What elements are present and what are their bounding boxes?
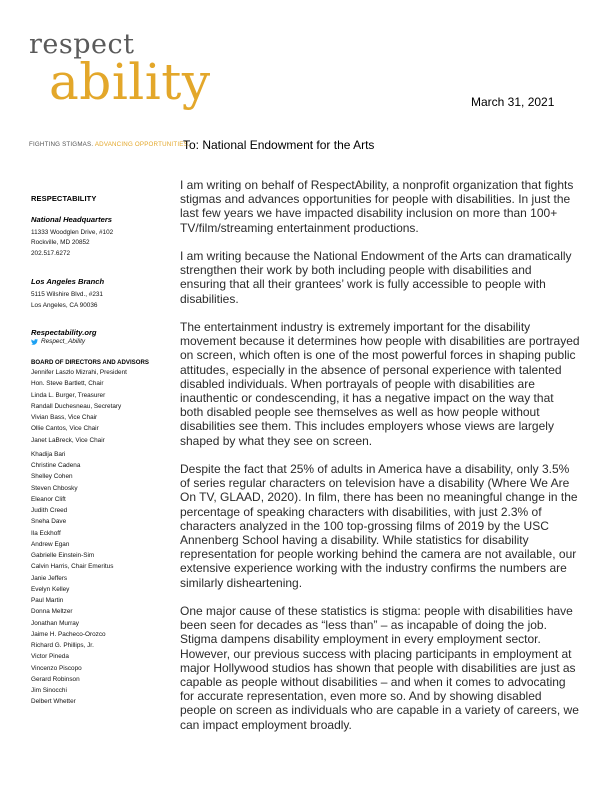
board-member: Ollie Cantos, Vice Chair <box>31 425 99 433</box>
advisor-name: Eleanor Clift <box>31 495 66 503</box>
advisor-name: Jonathan Murray <box>31 619 79 627</box>
advisor-name: Evelyn Kelley <box>31 585 70 593</box>
letter-date: March 31, 2021 <box>471 95 555 109</box>
logo-word-ability: ability <box>49 53 211 111</box>
letter-paragraph: I am writing because the National Endowment of the Arts can dramatically strengthen their work by both including people with disabilities and ensuring that all their grantees’ work is fully accessible to people with disabilities. <box>180 249 572 306</box>
hq-heading: National Headquarters <box>31 215 113 224</box>
logo-word-respect: respect <box>29 29 135 60</box>
advisor-name: Sneha Dave <box>31 518 67 526</box>
advisor-name: Ila Eckhoff <box>31 529 61 537</box>
board-member: Randall Duchesneau, Secretary <box>31 402 122 410</box>
advisor-name: Jim Sinocchi <box>31 687 67 695</box>
hq-phone: 202.517.6272 <box>31 249 71 257</box>
letter-paragraph: I am writing on behalf of RespectAbility, a nonprofit organization that fights stigmas and advances opportunities for people with disabilities. In just the last few years we have impacted disability inclusion on more than 100+ TV/film/streaming entertainment productions. <box>180 178 574 235</box>
la-address-line-1: 5115 Wilshire Blvd., #231 <box>31 291 103 299</box>
advisor-name: Calvin Harris, Chair Emeritus <box>31 563 114 571</box>
advisor-name: Janie Jeffers <box>31 574 68 582</box>
website-link[interactable]: Respectability.org <box>31 328 97 338</box>
letter-body <box>180 178 580 746</box>
board-member: Linda L. Burger, Treasurer <box>31 391 106 399</box>
advisor-name: Gerard Robinson <box>31 675 80 683</box>
twitter-row[interactable] <box>31 338 179 345</box>
la-address-line-2: Los Angeles, CA 90036 <box>31 301 98 309</box>
advisor-name: Khadija Bari <box>31 450 66 458</box>
advisor-name: Victor Pineda <box>31 653 69 661</box>
letterhead-sidebar <box>31 194 179 708</box>
board-member: Vivian Bass, Vice Chair <box>31 414 98 422</box>
logo-tagline <box>29 141 190 148</box>
advisor-name: Judith Creed <box>31 507 68 515</box>
advisor-name: Shelley Cohen <box>31 473 73 481</box>
advisor-list <box>31 449 179 708</box>
advisor-name: Steven Chbosky <box>31 484 78 492</box>
recipient-line: To: National Endowment for the Arts <box>183 138 375 152</box>
board-member: Jennifer Laszlo Mizrahi, President <box>31 369 127 377</box>
board-member: Janet LaBreck, Vice Chair <box>31 436 105 444</box>
advisor-name: Delbert Whetter <box>31 698 76 706</box>
advisor-name: Donna Meltzer <box>31 608 73 616</box>
advisor-name: Christine Cadena <box>31 462 81 470</box>
twitter-handle: Respect_Ability <box>41 338 86 346</box>
letter-paragraph: One major cause of these statistics is stigma: people with disabilities have been seen for decades as “less than” – as incapable of doing the job. Stigma dampens disability employment in every employment sector. However, our previous success with placing participants in employment at major Hollywood studios has shown that people with disabilities are just as capable as people without disabilities – and when it comes to advocating for accurate representation, even more so. And by showing disabled people on screen as individuals who are capable in a variety of careers, we can impact employment broadly. <box>180 604 579 732</box>
advisor-name: Richard G. Phillips, Jr. <box>31 642 94 650</box>
respectability-logo <box>29 29 239 148</box>
advisor-name: Gabrielle Einstein-Sim <box>31 552 95 560</box>
la-heading: Los Angeles Branch <box>31 277 105 287</box>
tagline-part-2: ADVANCING OPPORTUNITIES. <box>93 141 190 148</box>
advisor-name: Jaime H. Pacheco-Orozco <box>31 630 106 638</box>
advisor-name: Andrew Egan <box>31 540 70 548</box>
advisor-name: Paul Martin <box>31 597 64 605</box>
board-heading: BOARD OF DIRECTORS AND ADVISORS <box>31 359 149 367</box>
letter-paragraph: The entertainment industry is extremely important for the disability movement because it determines how people with disabilities are portrayed on screen, which often is one of the most powerful forces in shaping public attitudes, especially in the absence of personal experience with talented disabled individuals. When portrayals of people with disabilities are inauthentic or condescending, it has a negative impact on the way that both disabled people see themselves as well as how people without disabilities see them. This includes employers whose views are largely shaped by what they see on screen. <box>180 320 580 448</box>
twitter-icon <box>31 339 38 345</box>
hq-address-line-1: 11333 Woodglen Drive, #102 <box>31 229 114 236</box>
sidebar-org-name: RESPECTABILITY <box>31 194 97 203</box>
tagline-part-1: FIGHTING STIGMAS. <box>29 141 94 148</box>
letter-paragraph: Despite the fact that 25% of adults in America have a disability, only 3.5% of series regular characters on television have a disability (Where We Are On TV, GLAAD, 2020). In film, there has been no meaningful change in the percentage of speaking characters with disabilities, with just 2.3% of characters analyzed in the 100 top-grossing films of 2019 by the USC Annenberg School having a disability. While statistics for disability representation for people working behind the camera are not available, our extensive experience working with the industry confirms the numbers are similarly disheartening. <box>180 462 578 590</box>
advisor-name: Vincenzo Piscopo <box>31 664 82 672</box>
board-list <box>31 367 179 446</box>
board-member: Hon. Steve Bartlett, Chair <box>31 380 104 388</box>
hq-address-line-2: Rockville, MD 20852 <box>31 239 90 247</box>
